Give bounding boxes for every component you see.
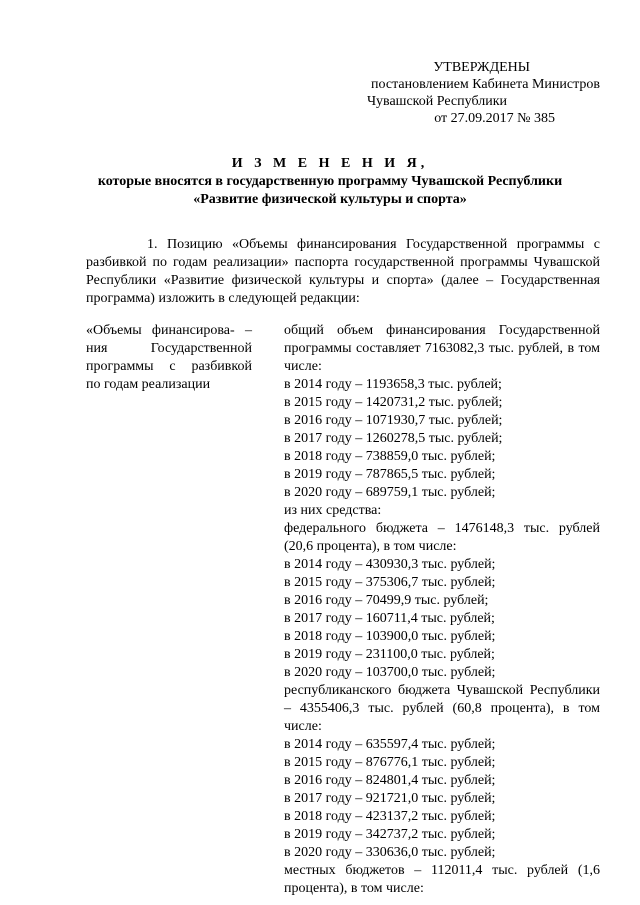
list-item: в 2016 году – 1071930,7 тыс. рублей;	[284, 413, 503, 428]
list-item: в 2020 году – 330636,0 тыс. рублей;	[284, 845, 496, 860]
federal-years-list	[284, 556, 600, 682]
approval-block	[360, 59, 600, 127]
federal-budget: федерального бюджета – 1476148,3 тыс. рублей (20,6 процента), в том числе:	[284, 521, 600, 554]
list-item: в 2020 году – 103700,0 тыс. рублей;	[284, 665, 496, 680]
list-item: в 2019 году – 231100,0 тыс. рублей;	[284, 647, 495, 662]
list-item: в 2019 году – 787865,5 тыс. рублей;	[284, 467, 496, 482]
approval-line-3: Чувашской Республики	[366, 94, 507, 109]
list-item: в 2018 году – 103900,0 тыс. рублей;	[284, 629, 496, 644]
approval-title: УТВЕРЖДЕНЫ	[433, 60, 530, 75]
list-item: в 2017 году – 921721,0 тыс. рублей;	[284, 791, 496, 806]
heading-title: И З М Е Н Е Н И Я,	[231, 156, 429, 171]
list-item: в 2016 году – 70499,9 тыс. рублей;	[284, 593, 489, 608]
intro-text: 1. Позицию «Объемы финансирования Государственной программы с разбивкой по годам реализации» паспорта государственной программы Чувашской Республики «Развитие физической культуры и спорта» (далее – Государственная программа) изложить в следующей редакции:	[86, 237, 600, 306]
list-item: в 2015 году – 1420731,2 тыс. рублей;	[284, 395, 503, 410]
list-item: в 2015 году – 375306,7 тыс. рублей;	[284, 575, 496, 590]
list-item: в 2020 году – 689759,1 тыс. рублей;	[284, 485, 496, 500]
republican-budget: республиканского бюджета Чувашской Республики – 4355406,3 тыс. рублей (60,8 процента), в том числе:	[284, 683, 600, 734]
list-item: в 2016 году – 824801,4 тыс. рублей;	[284, 773, 496, 788]
list-item: в 2017 году – 1260278,5 тыс. рублей;	[284, 431, 503, 446]
total-years-list	[284, 376, 600, 502]
position-label-line-3: программы с разбивкой	[86, 359, 252, 374]
total-financing: общий объем финансирования Государственной программы составляет 7163082,3 тыс. рублей, в том числе:	[284, 323, 600, 374]
list-item: в 2019 году – 342737,2 тыс. рублей;	[284, 827, 496, 842]
list-item: в 2015 году – 876776,1 тыс. рублей;	[284, 755, 496, 770]
heading-line-2: которые вносятся в государственную программу Чувашской Республики	[97, 174, 563, 189]
list-item: в 2018 году – 423137,2 тыс. рублей;	[284, 809, 496, 824]
of-which-label: из них средства:	[284, 503, 382, 518]
position-label	[86, 322, 252, 394]
intro-paragraph	[86, 236, 600, 308]
republican-years-list	[284, 736, 600, 862]
position-label-line-2: ния Государственной	[86, 341, 252, 356]
local-budgets: местных бюджетов – 112011,4 тыс. рублей (1,6 процента), в том числе:	[284, 863, 600, 896]
list-item: в 2014 году – 1193658,3 тыс. рублей;	[284, 377, 502, 392]
list-item: в 2018 году – 738859,0 тыс. рублей;	[284, 449, 496, 464]
document-heading	[60, 155, 600, 209]
list-item: в 2014 году – 635597,4 тыс. рублей;	[284, 737, 496, 752]
approval-date-number: от 27.09.2017 № 385	[434, 111, 555, 126]
position-label-line-1: «Объемы финансирова- –	[86, 323, 252, 338]
financing-details	[284, 322, 600, 898]
approval-line-2: постановлением Кабинета Министров	[371, 77, 600, 92]
heading-line-3: «Развитие физической культуры и спорта»	[193, 192, 467, 207]
list-item: в 2014 году – 430930,3 тыс. рублей;	[284, 557, 496, 572]
position-label-line-4: по годам реализации	[86, 377, 211, 392]
list-item: в 2017 году – 160711,4 тыс. рублей;	[284, 611, 495, 626]
